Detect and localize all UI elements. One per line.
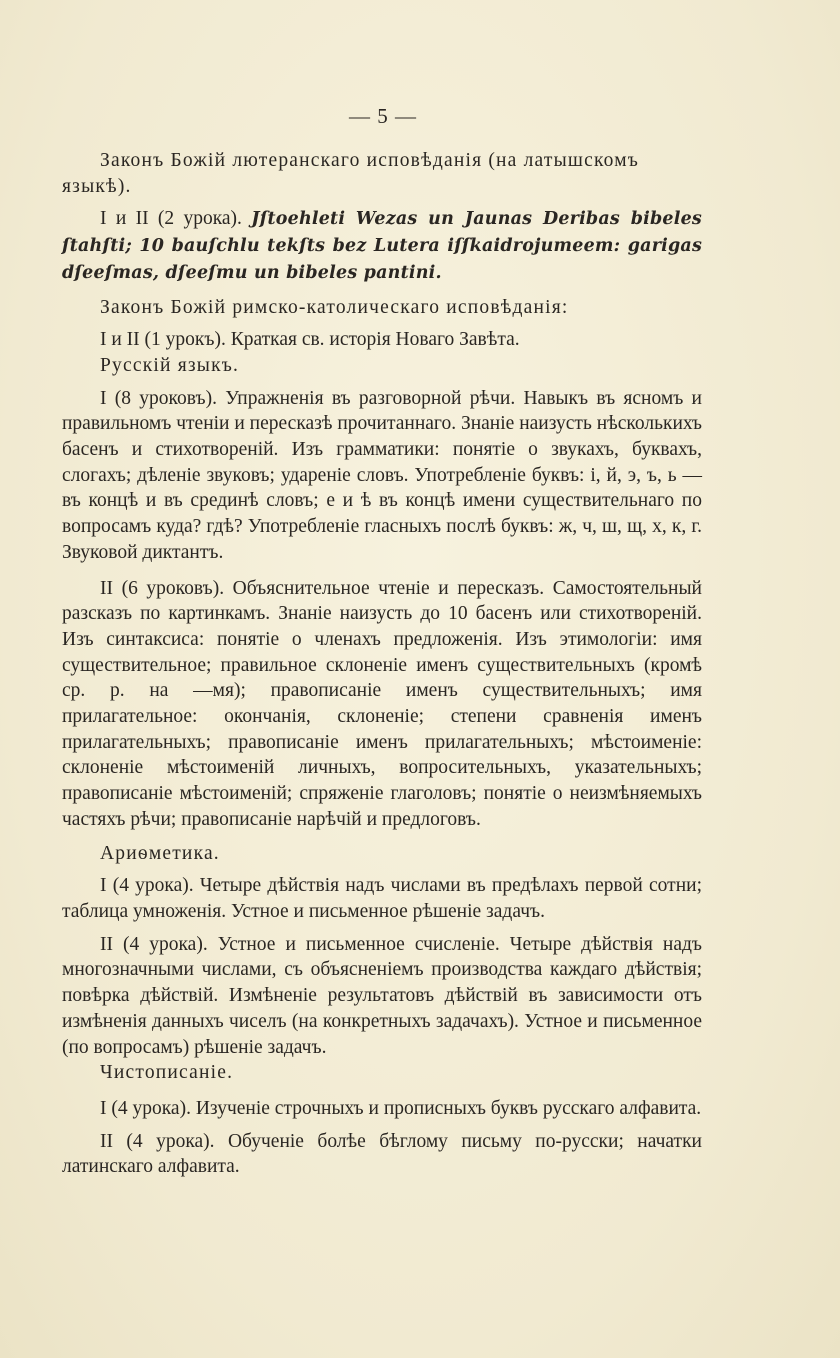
paragraph-arithmetic-i: I (4 урока). Четыре дѣйствія надъ числами въ предѣлахъ первой сотни; таблица умноженія. Устное и письменное рѣшеніе задачъ. (62, 875, 702, 922)
heading-catholic-religion: Законъ Божій римско-католическаго исповѣданія: (100, 296, 569, 318)
paragraph-catholic-lessons: I и II (1 урокъ). Краткая св. исторія Новаго Завѣта. (100, 329, 520, 351)
paragraph-arithmetic-ii: II (4 урока). Устное и письменное счисленіе. Четыре дѣйствія надъ многозначными числами, съ объясненіемъ производства каждаго дѣйствія; повѣрка дѣйствій. Измѣненіе результатовъ дѣйствій въ зависимости отъ измѣненія данныхъ чиселъ (на конкретныхъ задачахъ). Устное и письменное (по вопросамъ) рѣшеніе задачъ. (62, 933, 702, 1058)
latvian-text: Jſtoehleti Wezas un Jaunas Deribas bibeles ſtahſti; 10 bauſchlu tekſts bez Lutera iſſkaidrojumeem: garigas dſeeſmas, dſeeſmu un bibeles pantini. (62, 209, 702, 283)
heading-arithmetic: Ариѳметика. (100, 842, 220, 864)
paragraph-lutheran-lessons (62, 206, 702, 286)
paragraph-russian-ii: II (6 уроковъ). Объяснительное чтеніе и пересказъ. Самостоятельный разсказъ по картинкамъ. Знаніе наизусть до 10 басенъ или стихотвореній. Изъ синтаксиса: понятіе о членахъ предложенія. Изъ этимологіи: имя существительное; правильное склоненіе именъ существительныхъ (кромѣ ср. р. на —мя); правописаніе именъ существительныхъ; имя прилагательное: окончанія, склоненіе; степени сравненія именъ прилагательныхъ; правописаніе именъ прилагательныхъ; мѣстоименіе: склоненіе мѣстоименій личныхъ, вопросительныхъ, указательныхъ; правописаніе мѣстоименій; спряженіе глаголовъ; понятіе о неизмѣняемыхъ частяхъ рѣчи; правописаніе нарѣчій и предлоговъ. (62, 577, 702, 830)
heading-lutheran-religion: Законъ Божій лютеранскаго исповѣданія (на латышскомъ языкѣ). (62, 150, 640, 197)
paragraph-russian-i: I (8 уроковъ). Упражненія въ разговорной рѣчи. Навыкъ въ ясномъ и правильномъ чтеніи и пересказѣ прочитаннаго. Знаніе наизусть нѣсколькихъ басенъ и стихотвореній. Изъ грамматики: понятіе о звукахъ, буквахъ, слогахъ; дѣленіе звуковъ; удареніе словъ. Употребленіе буквъ: і, й, э, ъ, ь — въ концѣ и въ срединѣ словъ; е и ѣ въ концѣ имени существительнаго по вопросамъ куда? гдѣ? Употребленіе гласныхъ послѣ буквъ: ж, ч, ш, щ, х, к, г. Звуковой диктантъ. (62, 387, 702, 563)
document-body (62, 148, 702, 1180)
paragraph-penmanship-i: I (4 урока). Изученіе строчныхъ и прописныхъ буквъ русскаго алфавита. (100, 1097, 702, 1119)
heading-russian-language: Русскій языкъ. (100, 354, 240, 376)
page-number: — 5 — (349, 104, 417, 128)
paragraph-penmanship-ii: II (4 урока). Обученіе болѣе бѣглому письму по-русски; начатки латинскаго алфавита. (62, 1130, 702, 1178)
heading-penmanship: Чистописаніе. (100, 1062, 234, 1084)
lesson-lead: I и II (2 урока). (100, 208, 242, 230)
